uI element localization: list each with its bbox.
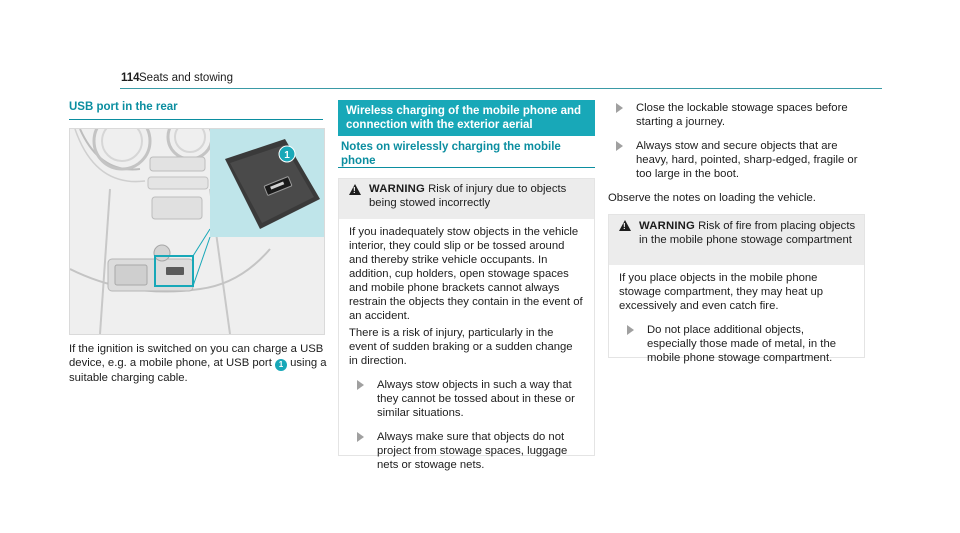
warning-header	[609, 215, 864, 265]
warning-triangle-icon	[349, 184, 361, 195]
warning-head-text: Risk of fire from placing objects in the mobile phone stowage compartment	[639, 220, 856, 246]
observe-notes-text: Observe the notes on loading the vehicle.	[608, 192, 816, 204]
usb-port-illustration	[69, 128, 325, 335]
stowage-instructions	[608, 101, 868, 181]
arrow-bullet-icon	[357, 432, 364, 442]
page-number: 114	[121, 72, 140, 84]
list-item	[616, 139, 864, 181]
warning-body	[339, 219, 594, 472]
warning-paragraph: If you inadequately stow objects in the vehicle interior, they could slip or be tossed around and thereby strike vehicle occupants. In addition, cup holders, open stowage spaces and mobile phone brackets cannot always restrain the objects they contain in the event of an accident.	[349, 226, 583, 322]
warning-word: WARNING	[639, 220, 695, 232]
arrow-bullet-icon	[627, 325, 634, 335]
wireless-section-heading: Wireless charging of the mobile phone and connection with the exterior aerial	[338, 100, 595, 136]
arrow-bullet-icon	[616, 141, 623, 151]
header-rule	[120, 88, 882, 89]
warning-box-fire	[608, 214, 865, 364]
page-section-title: Seats and stowing	[139, 72, 233, 84]
list-item-text: Do not place additional objects, especially those made of metal, in the mobile phone stowage compartment.	[647, 324, 837, 364]
usb-description-text-1: If the ignition is switched on you can charge a USB device, e.g. a mobile phone, at USB port	[69, 343, 324, 370]
list-item-text: Always stow objects in such a way that they cannot be tossed about in these or similar situations.	[377, 379, 575, 419]
list-item	[357, 378, 584, 420]
warning-triangle-icon	[619, 220, 631, 231]
warning-header	[339, 179, 594, 219]
warning-word: WARNING	[369, 183, 425, 195]
list-item-text: Close the lockable stowage spaces before starting a journey.	[636, 102, 848, 128]
usb-section-heading: USB port in the rear	[69, 101, 178, 113]
usb-description-text-2: using a suitable charging cable.	[69, 357, 327, 385]
warning-box-injury	[338, 178, 595, 471]
usb-port-drawing	[70, 129, 324, 334]
warning-paragraph: There is a risk of injury, particularly in the event of sudden braking or a sudden change in direction.	[349, 327, 573, 367]
arrow-bullet-icon	[616, 103, 623, 113]
usb-heading-rule	[69, 119, 323, 120]
warning-paragraph: If you place objects in the mobile phone stowage compartment, they may heat up excessively and even catch fire.	[619, 272, 824, 312]
warning-body	[609, 265, 864, 365]
list-item-text: Always make sure that objects do not project from stowage spaces, luggage nets or stowage nets.	[377, 431, 568, 471]
list-item-text: Always stow and secure objects that are heavy, hard, pointed, sharp-edged, fragile or too large in the boot.	[636, 140, 858, 180]
usb-port-callout: 1	[275, 359, 287, 371]
list-item	[357, 430, 584, 472]
list-item	[627, 323, 854, 365]
svg-text:1: 1	[284, 150, 290, 161]
notes-heading: Notes on wirelessly charging the mobile phone	[341, 141, 561, 167]
notes-heading-rule	[338, 167, 595, 168]
arrow-bullet-icon	[357, 380, 364, 390]
list-item	[616, 101, 864, 129]
usb-description	[69, 342, 329, 385]
warning-head-text: Risk of injury due to objects being stowed incorrectly	[369, 183, 567, 209]
